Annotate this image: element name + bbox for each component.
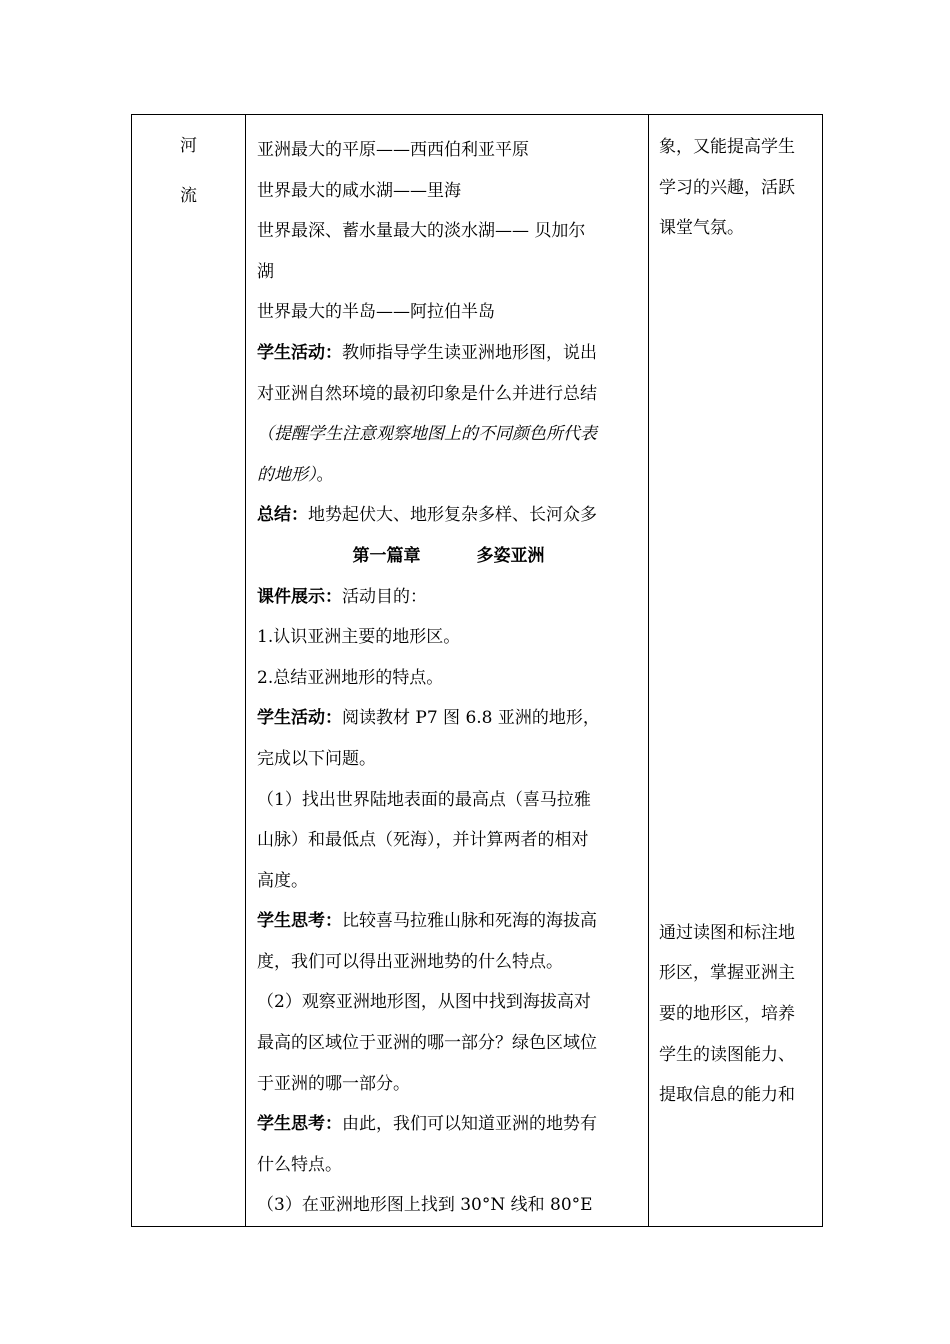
question-line: （3）在亚洲地形图上找到 30°N 线和 80°E bbox=[257, 1195, 593, 1216]
think-text: 由此，我们可以知道亚洲的地势有 bbox=[342, 1114, 597, 1135]
heading-part: 多姿亚洲 bbox=[476, 545, 545, 566]
activity-text: 阅读教材 P7 图 6.8 亚洲的地形， bbox=[342, 708, 600, 729]
section-heading bbox=[257, 536, 640, 577]
hint-line bbox=[257, 455, 640, 496]
lesson-table bbox=[131, 114, 823, 1227]
think-text: 比较喜马拉雅山脉和死海的海拔高 bbox=[342, 911, 597, 932]
activity-text: 教师指导学生读亚洲地形图，说出 bbox=[342, 342, 597, 363]
question-line: 最高的区域位于亚洲的哪一部分？绿色区域位 bbox=[257, 1033, 597, 1054]
text-line: 完成以下问题。 bbox=[257, 748, 376, 769]
summary-text: 地势起伏大、地形复杂多样、长河众多 bbox=[308, 505, 597, 526]
intent-line: 形区，掌握亚洲主 bbox=[659, 963, 795, 984]
content-cell bbox=[246, 115, 649, 1227]
intent-line: 课堂气氛。 bbox=[659, 218, 744, 239]
section-label bbox=[132, 115, 245, 232]
text-line: 什么特点。 bbox=[257, 1154, 342, 1175]
activity-paragraph bbox=[257, 698, 640, 739]
question-line: （2）观察亚洲地形图，从图中找到海拔高对 bbox=[257, 992, 591, 1013]
hint-text: 的地形） bbox=[257, 464, 317, 485]
text-line: 世界最深、蓄水量最大的淡水湖—— 贝加尔 bbox=[257, 221, 586, 242]
courseware-paragraph bbox=[257, 577, 640, 618]
intent-line: 提取信息的能力和 bbox=[659, 1085, 795, 1106]
courseware-text: 活动目的： bbox=[342, 586, 427, 607]
activity-label: 学生活动： bbox=[257, 342, 342, 363]
intent-line: 学习的兴趣，活跃 bbox=[659, 177, 795, 198]
goal-line: 1.认识亚洲主要的地形区。 bbox=[257, 627, 461, 648]
section-cell bbox=[132, 115, 246, 1227]
think-paragraph bbox=[257, 901, 640, 942]
text-line: 度，我们可以得出亚洲地势的什么特点。 bbox=[257, 951, 563, 972]
heading-part: 第一篇章 bbox=[352, 545, 421, 566]
question-line: 山脉）和最低点（死海），并计算两者的相对 bbox=[257, 830, 589, 851]
activity-paragraph bbox=[257, 333, 640, 374]
intent-cell bbox=[649, 115, 823, 1227]
goal-line: 2.总结亚洲地形的特点。 bbox=[257, 667, 444, 688]
intent-line: 通过读图和标注地 bbox=[659, 922, 795, 943]
question-line: 高度。 bbox=[257, 870, 308, 891]
intent-line: 学生的读图能力、 bbox=[659, 1044, 795, 1065]
summary-label: 总结： bbox=[257, 505, 308, 526]
question-line: 于亚洲的哪一部分。 bbox=[257, 1073, 410, 1094]
think-paragraph bbox=[257, 1104, 640, 1145]
text-line: 湖 bbox=[257, 261, 274, 282]
think-label: 学生思考： bbox=[257, 911, 342, 932]
summary-paragraph bbox=[257, 495, 640, 536]
main-content bbox=[246, 115, 648, 1226]
question-line: （1）找出世界陆地表面的最高点（喜马拉雅 bbox=[257, 789, 591, 810]
text-line: 世界最大的咸水湖——里海 bbox=[257, 180, 461, 201]
text-line: 亚洲最大的平原——西西伯利亚平原 bbox=[257, 140, 529, 160]
design-intent bbox=[649, 115, 822, 1116]
text-line: 对亚洲自然环境的最初印象是什么并进行总结 bbox=[257, 383, 597, 404]
table-row bbox=[132, 115, 823, 1227]
hint-end: 。 bbox=[316, 464, 334, 485]
activity-label: 学生活动： bbox=[257, 708, 342, 729]
hint-text: （提醒学生注意观察地图上的不同颜色所代表 bbox=[257, 424, 597, 445]
courseware-label: 课件展示： bbox=[257, 586, 342, 607]
intent-line: 要的地形区，培养 bbox=[659, 1003, 795, 1024]
spacer bbox=[659, 249, 816, 913]
text-line: 世界最大的半岛——阿拉伯半岛 bbox=[257, 302, 495, 323]
section-char: 流 bbox=[180, 186, 197, 206]
section-char: 河 bbox=[180, 136, 197, 156]
hint-line bbox=[257, 414, 640, 455]
think-label: 学生思考： bbox=[257, 1114, 342, 1135]
intent-line: 象，又能提高学生 bbox=[659, 137, 795, 157]
